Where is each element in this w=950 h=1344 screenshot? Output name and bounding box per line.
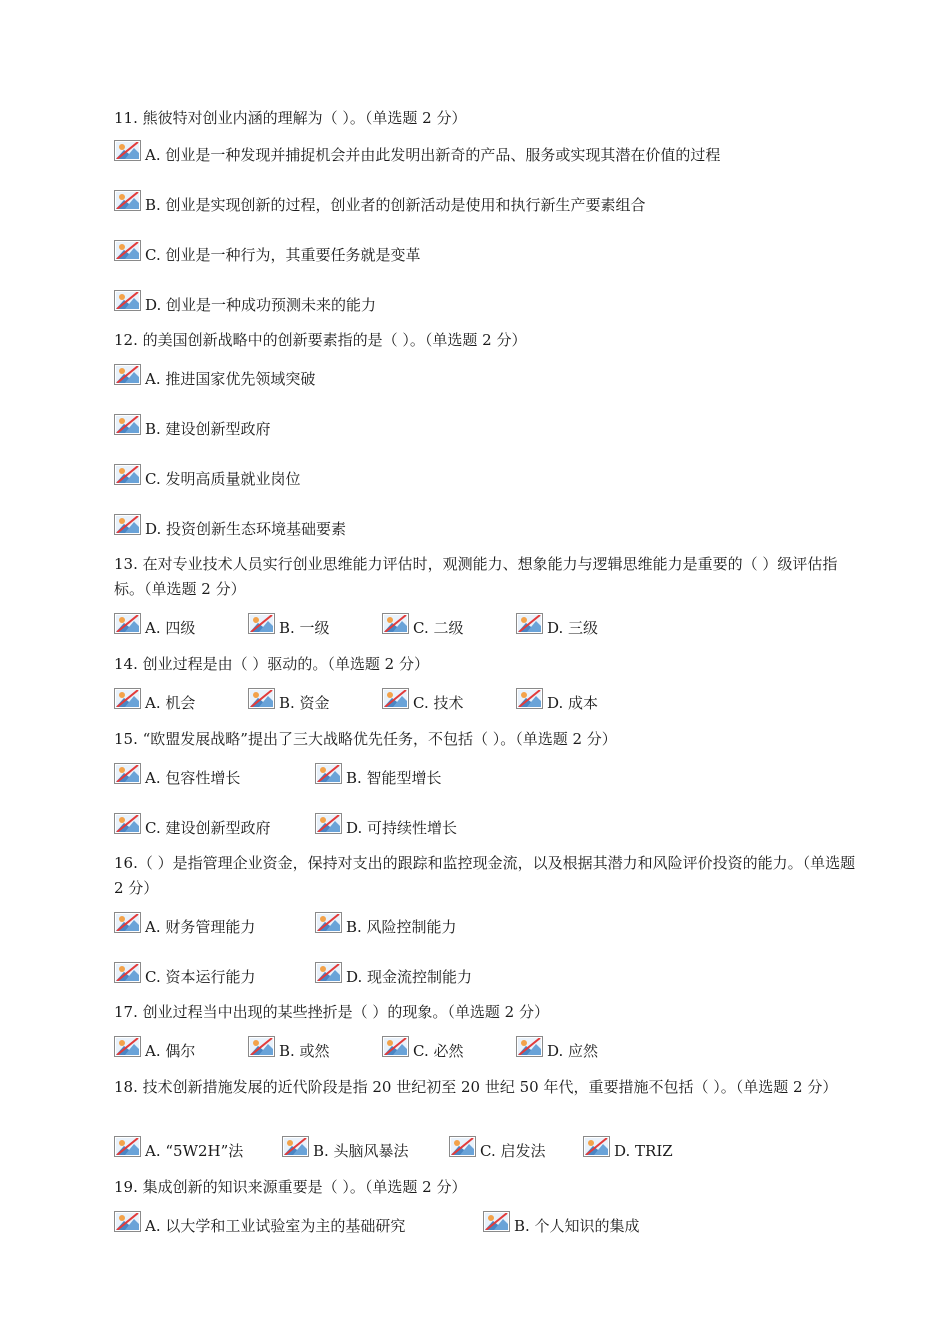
broken-image-icon[interactable] [114,912,141,933]
option-label: B. 创业是实现创新的过程，创业者的创新活动是使用和执行新生产要素组合 [145,196,646,214]
option-label: A. 包容性增长 [145,769,241,787]
broken-image-icon[interactable] [114,1211,141,1232]
option-label: C. 资本运行能力 [145,968,256,986]
broken-image-icon[interactable] [382,613,409,634]
broken-image-icon[interactable] [114,613,141,634]
option-label: D. 可持续性增长 [346,819,458,837]
broken-image-icon[interactable] [114,1036,141,1057]
broken-image-icon[interactable] [114,813,141,834]
broken-image-icon[interactable] [315,912,342,933]
broken-image-icon[interactable] [114,190,141,211]
option-label: B. 一级 [279,619,330,637]
option-label: A. 创业是一种发现并捕捉机会并由此发明出新奇的产品、服务或实现其潜在价值的过程 [145,146,721,164]
broken-image-icon[interactable] [114,962,141,983]
broken-image-icon[interactable] [248,688,275,709]
broken-image-icon[interactable] [315,813,342,834]
option-label: A. 推进国家优先领域突破 [145,370,316,388]
option-label: A. 偶尔 [145,1042,196,1060]
option-label: C. 创业是一种行为，其重要任务就是变革 [145,246,421,264]
broken-image-icon[interactable] [114,140,141,161]
option-label: D. 成本 [547,694,599,712]
question-11-text: 11. 熊彼特对创业内涵的理解为（ ）。（单选题 2 分） [114,109,467,127]
option-label: B. 建设创新型政府 [145,420,271,438]
option-label: B. 资金 [279,694,330,712]
broken-image-icon[interactable] [516,613,543,634]
question-13-text: 13. 在对专业技术人员实行创业思维能力评估时，观测能力、想象能力与逻辑思维能力是重要的（ ）级评估指标。（单选题 2 分） [114,555,838,598]
option-label: D. TRIZ [614,1142,673,1160]
broken-image-icon[interactable] [516,1036,543,1057]
option-label: A. 以大学和工业试验室为主的基础研究 [145,1217,406,1235]
broken-image-icon[interactable] [583,1136,610,1157]
question-15-text: 15. “欧盟发展战略”提出了三大战略优先任务，不包括（ ）。（单选题 2 分） [114,730,617,748]
broken-image-icon[interactable] [114,364,141,385]
option-label: D. 现金流控制能力 [346,968,473,986]
option-label: D. 投资创新生态环境基础要素 [145,520,347,538]
broken-image-icon[interactable] [114,763,141,784]
option-label: C. 启发法 [480,1142,546,1160]
question-12-text: 12. 的美国创新战略中的创新要素指的是（ ）。（单选题 2 分） [114,331,527,349]
option-label: C. 二级 [413,619,464,637]
broken-image-icon[interactable] [449,1136,476,1157]
option-label: B. 个人知识的集成 [514,1217,640,1235]
broken-image-icon[interactable] [382,1036,409,1057]
broken-image-icon[interactable] [114,290,141,311]
question-16-text: 16.（ ）是指管理企业资金，保持对支出的跟踪和监控现金流，以及根据其潜力和风险评价投资的能力。（单选题 2 分） [114,854,856,897]
broken-image-icon[interactable] [114,464,141,485]
broken-image-icon[interactable] [114,688,141,709]
broken-image-icon[interactable] [114,514,141,535]
option-label: A. “5W2H”法 [145,1142,244,1160]
broken-image-icon[interactable] [114,1136,141,1157]
option-label: C. 建设创新型政府 [145,819,271,837]
broken-image-icon[interactable] [248,613,275,634]
option-label: B. 头脑风暴法 [313,1142,409,1160]
broken-image-icon[interactable] [315,962,342,983]
option-label: D. 三级 [547,619,599,637]
question-17-text: 17. 创业过程当中出现的某些挫折是（ ）的现象。（单选题 2 分） [114,1003,549,1021]
broken-image-icon[interactable] [114,240,141,261]
option-label: A. 机会 [145,694,196,712]
option-label: C. 发明高质量就业岗位 [145,470,301,488]
option-label: D. 应然 [547,1042,599,1060]
option-label: B. 智能型增长 [346,769,442,787]
option-label: A. 四级 [145,619,196,637]
broken-image-icon[interactable] [516,688,543,709]
option-label: C. 必然 [413,1042,464,1060]
option-label: B. 风险控制能力 [346,918,457,936]
broken-image-icon[interactable] [282,1136,309,1157]
option-label: A. 财务管理能力 [145,918,256,936]
option-label: D. 创业是一种成功预测未来的能力 [145,296,377,314]
question-18-text: 18. 技术创新措施发展的近代阶段是指 20 世纪初至 20 世纪 50 年代，重要措施不包括（ ）。（单选题 2 分） [114,1078,838,1096]
question-19-text: 19. 集成创新的知识来源重要是（ ）。（单选题 2 分） [114,1178,467,1196]
broken-image-icon[interactable] [114,414,141,435]
question-14-text: 14. 创业过程是由（ ）驱动的。（单选题 2 分） [114,655,429,673]
broken-image-icon[interactable] [483,1211,510,1232]
broken-image-icon[interactable] [248,1036,275,1057]
broken-image-icon[interactable] [382,688,409,709]
option-label: B. 或然 [279,1042,330,1060]
option-label: C. 技术 [413,694,464,712]
broken-image-icon[interactable] [315,763,342,784]
